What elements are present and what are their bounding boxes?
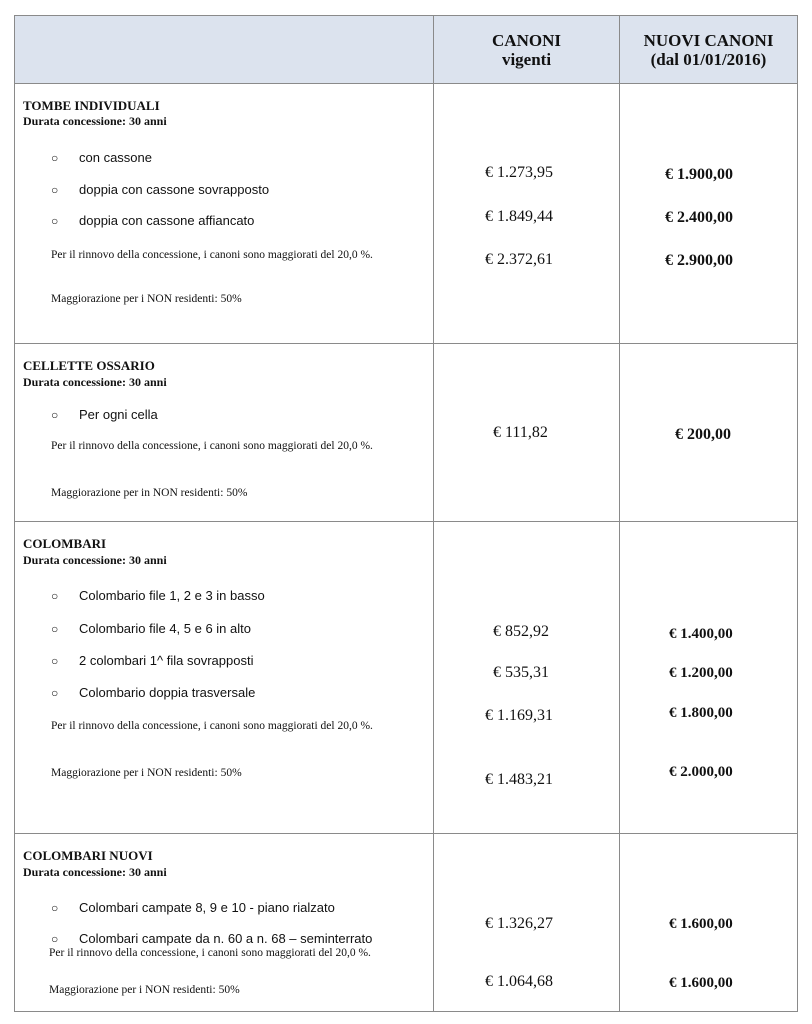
current-fee: € 1.169,31: [485, 707, 553, 724]
header-new-fees: [620, 16, 797, 84]
new-fee: € 2.400,00: [665, 209, 733, 226]
list-item-label: Per ogni cella: [79, 407, 158, 422]
column-divider: [619, 834, 620, 1011]
bullet-circle-icon: ○: [51, 589, 59, 603]
bullet-circle-icon: ○: [51, 686, 59, 700]
new-fee: € 2.000,00: [669, 764, 733, 780]
new-fee: € 1.400,00: [669, 626, 733, 642]
bullet-circle-icon: ○: [51, 932, 59, 946]
bullet-circle-icon: ○: [51, 622, 59, 636]
list-item-label: Colombari campate 8, 9 e 10 - piano rialzato: [79, 900, 335, 915]
current-fee: € 1.483,21: [485, 771, 553, 788]
bullet-circle-icon: ○: [51, 214, 59, 228]
section-subtitle: Durata concessione: 30 anni: [23, 865, 167, 879]
current-fee: € 1.326,27: [485, 915, 553, 932]
section-subtitle: Durata concessione: 30 anni: [23, 553, 167, 567]
bullet-circle-icon: ○: [51, 151, 59, 165]
list-item: [51, 182, 269, 198]
bullet-circle-icon: ○: [51, 654, 59, 668]
new-fee: € 1.900,00: [665, 166, 733, 183]
non-resident-note: Maggiorazione per i NON residenti: 50%: [51, 293, 242, 305]
list-item-label: Colombario file 1, 2 e 3 in basso: [79, 588, 265, 603]
current-fee: € 1.849,44: [485, 208, 553, 225]
current-fee: € 1.273,95: [485, 164, 553, 181]
new-fee: € 1.600,00: [669, 916, 733, 932]
list-item: [51, 213, 254, 229]
section-cellette-ossario: [15, 344, 797, 522]
bullet-circle-icon: ○: [51, 901, 59, 915]
column-divider: [619, 344, 620, 521]
renewal-note: Per il rinnovo della concessione, i canoni sono maggiorati del 20,0 %.: [51, 249, 373, 261]
list-item: [51, 407, 158, 423]
column-divider: [433, 344, 434, 521]
column-divider: [433, 522, 434, 833]
list-item-label: doppia con cassone sovrapposto: [79, 182, 270, 197]
list-item: [51, 653, 253, 669]
table-header: [15, 16, 797, 84]
list-item: [51, 150, 152, 166]
current-fee: € 852,92: [493, 623, 549, 640]
renewal-note: Per il rinnovo della concessione, i canoni sono maggiorati del 20,0 %.: [51, 440, 373, 452]
current-fee: € 111,82: [493, 424, 548, 441]
header-new-fees-line1: NUOVI CANONI: [643, 31, 774, 50]
non-resident-note: Maggiorazione per i NON residenti: 50%: [51, 767, 242, 779]
new-fee: € 1.200,00: [669, 665, 733, 681]
section-subtitle: Durata concessione: 30 anni: [23, 114, 167, 128]
list-item-label: doppia con cassone affiancato: [79, 213, 255, 228]
list-item: [51, 588, 265, 604]
section-tombe-individuali: [15, 84, 797, 344]
bullet-circle-icon: ○: [51, 408, 59, 422]
header-current-fees-line1: CANONI: [492, 31, 561, 50]
header-current-fees: [434, 16, 619, 84]
list-item-label: Colombario file 4, 5 e 6 in alto: [79, 621, 251, 636]
new-fee: € 2.900,00: [665, 252, 733, 269]
section-title: COLOMBARI NUOVI: [23, 848, 153, 863]
section-title: TOMBE INDIVIDUALI: [23, 98, 160, 113]
column-divider: [433, 834, 434, 1011]
section-subtitle: Durata concessione: 30 anni: [23, 375, 167, 389]
current-fee: € 1.064,68: [485, 973, 553, 990]
list-item: [51, 685, 255, 701]
renewal-note: Per il rinnovo della concessione, i canoni sono maggiorati del 20,0 %.: [51, 720, 373, 732]
header-current-fees-line2: vigenti: [501, 50, 552, 69]
list-item: [51, 900, 335, 916]
list-item: [51, 621, 251, 637]
current-fee: € 535,31: [493, 664, 549, 681]
current-fee: € 2.372,61: [485, 251, 553, 268]
list-item-label: con cassone: [79, 150, 152, 165]
new-fee: € 1.800,00: [669, 705, 733, 721]
section-title: CELLETTE OSSARIO: [23, 358, 155, 373]
bullet-circle-icon: ○: [51, 183, 59, 197]
list-item-label: 2 colombari 1^ fila sovrapposti: [79, 653, 254, 668]
list-item-label: Colombari campate da n. 60 a n. 68 – seminterrato: [79, 931, 373, 946]
new-fee: € 1.600,00: [669, 975, 733, 991]
section-title: COLOMBARI: [23, 536, 107, 551]
non-resident-note: Maggiorazione per i NON residenti: 50%: [49, 984, 240, 996]
header-description: [15, 16, 433, 84]
non-resident-note: Maggiorazione per in NON residenti: 50%: [51, 487, 248, 499]
section-colombari: [15, 522, 797, 834]
section-colombari-nuovi: [15, 834, 797, 1011]
new-fee: € 200,00: [675, 426, 731, 443]
column-divider: [433, 84, 434, 343]
list-item: [51, 931, 372, 947]
list-item-label: Colombario doppia trasversale: [79, 685, 256, 700]
column-divider: [619, 522, 620, 833]
header-new-fees-line2: (dal 01/01/2016): [650, 50, 767, 69]
column-divider: [619, 84, 620, 343]
tariff-table: [14, 15, 798, 1012]
renewal-note: Per il rinnovo della concessione, i canoni sono maggiorati del 20,0 %.: [49, 947, 371, 959]
